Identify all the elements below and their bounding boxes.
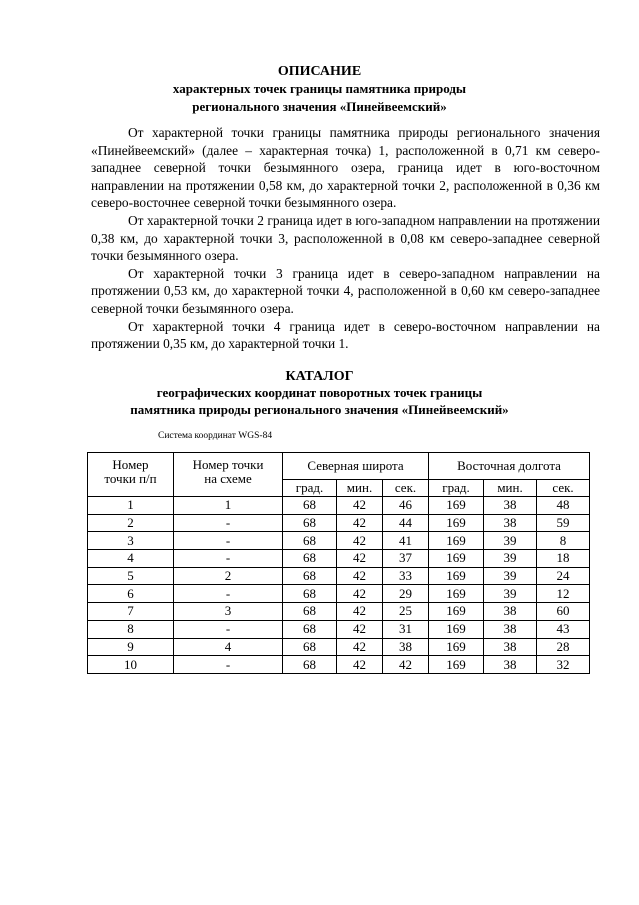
table-row — [88, 620, 590, 638]
description-paragraph: От характерной точки границы памятника природы регионального значения «Пинейвеемский» (далее – характерная точка) 1, расположенной в 0,71 км северо-западнее северной точки безымянного озера, граница идет в юго-восточном направлении на протяжении 0,58 км, до характерной точки 2, расположенной в 0,36 км северо-восточнее северной точки безымянного озера. — [91, 125, 600, 211]
cell-lat-sec: 42 — [383, 656, 429, 674]
cell-lon-deg: 169 — [429, 656, 484, 674]
cell-point-number: 1 — [88, 497, 174, 515]
header-scheme-number — [174, 453, 283, 497]
cell-lat-deg: 68 — [283, 567, 337, 585]
table-row — [88, 550, 590, 568]
cell-lon-min: 38 — [484, 656, 537, 674]
description-subtitle-line1: характерных точек границы памятника природы — [172, 81, 467, 96]
cell-lat-min: 42 — [337, 656, 383, 674]
cell-scheme-number: - — [174, 585, 283, 603]
cell-lat-min: 42 — [337, 620, 383, 638]
cell-scheme-number: - — [174, 514, 283, 532]
cell-lat-sec: 25 — [383, 603, 429, 621]
cell-lon-min: 39 — [484, 532, 537, 550]
header-east-longitude: Восточная долгота — [429, 453, 590, 480]
table-row — [88, 638, 590, 656]
header-point-number-line1: Номер — [112, 457, 149, 472]
cell-scheme-number: 4 — [174, 638, 283, 656]
cell-point-number: 5 — [88, 567, 174, 585]
cell-lon-min: 38 — [484, 603, 537, 621]
cell-lat-deg: 68 — [283, 603, 337, 621]
header-lon-min: мин. — [484, 480, 537, 497]
cell-lat-min: 42 — [337, 497, 383, 515]
cell-lon-sec: 43 — [537, 620, 590, 638]
header-lat-sec: сек. — [383, 480, 429, 497]
cell-lon-deg: 169 — [429, 514, 484, 532]
catalog-subtitle-line1: географических координат поворотных точек границы — [156, 385, 483, 400]
cell-lat-sec: 38 — [383, 638, 429, 656]
header-lon-sec: сек. — [537, 480, 590, 497]
cell-lat-sec: 37 — [383, 550, 429, 568]
cell-lat-deg: 68 — [283, 550, 337, 568]
description-subtitle-line2: регионального значения «Пинейвеемский» — [192, 99, 447, 114]
cell-lon-sec: 12 — [537, 585, 590, 603]
cell-lat-deg: 68 — [283, 620, 337, 638]
cell-lon-deg: 169 — [429, 603, 484, 621]
cell-lat-deg: 68 — [283, 514, 337, 532]
cell-lat-deg: 68 — [283, 532, 337, 550]
table-row — [88, 585, 590, 603]
cell-point-number: 3 — [88, 532, 174, 550]
description-paragraph: От характерной точки 4 граница идет в северо-восточном направлении на протяжении 0,35 км, до характерной точки 1. — [91, 318, 600, 352]
cell-lon-deg: 169 — [429, 638, 484, 656]
header-lat-min: мин. — [337, 480, 383, 497]
cell-lon-deg: 169 — [429, 585, 484, 603]
cell-lon-sec: 8 — [537, 532, 590, 550]
cell-lon-min: 38 — [484, 514, 537, 532]
cell-lat-sec: 44 — [383, 514, 429, 532]
header-point-number-line2: точки п/п — [104, 471, 157, 486]
description-paragraph: От характерной точки 3 граница идет в северо-западном направлении на протяжении 0,53 км, до характерной точки 4, расположенной в 0,60 км северо-западнее северной точки безымянного озера. — [91, 265, 600, 316]
table-row — [88, 567, 590, 585]
cell-lon-deg: 169 — [429, 567, 484, 585]
table-row — [88, 514, 590, 532]
cell-lon-sec: 18 — [537, 550, 590, 568]
cell-lon-sec: 60 — [537, 603, 590, 621]
table-row — [88, 656, 590, 674]
cell-scheme-number: - — [174, 532, 283, 550]
cell-point-number: 8 — [88, 620, 174, 638]
cell-lon-sec: 24 — [537, 567, 590, 585]
table-row — [88, 497, 590, 515]
cell-lon-min: 39 — [484, 550, 537, 568]
description-title: ОПИСАНИЕ — [277, 64, 362, 79]
cell-scheme-number: 1 — [174, 497, 283, 515]
cell-lat-sec: 31 — [383, 620, 429, 638]
cell-point-number: 10 — [88, 656, 174, 674]
cell-point-number: 2 — [88, 514, 174, 532]
cell-scheme-number: - — [174, 620, 283, 638]
coordinates-table — [87, 452, 590, 674]
cell-point-number: 4 — [88, 550, 174, 568]
cell-lat-deg: 68 — [283, 638, 337, 656]
header-point-number — [88, 453, 174, 497]
coordinate-system-label: Система координат WGS-84 — [158, 431, 273, 441]
cell-lon-sec: 48 — [537, 497, 590, 515]
cell-lon-min: 39 — [484, 567, 537, 585]
description-body — [91, 124, 600, 353]
cell-lat-min: 42 — [337, 638, 383, 656]
cell-lat-sec: 41 — [383, 532, 429, 550]
cell-point-number: 7 — [88, 603, 174, 621]
cell-lat-min: 42 — [337, 514, 383, 532]
cell-lat-min: 42 — [337, 585, 383, 603]
cell-point-number: 6 — [88, 585, 174, 603]
cell-lon-deg: 169 — [429, 620, 484, 638]
catalog-title: КАТАЛОГ — [285, 369, 354, 384]
cell-lat-min: 42 — [337, 532, 383, 550]
cell-lon-deg: 169 — [429, 497, 484, 515]
cell-lon-min: 39 — [484, 585, 537, 603]
cell-scheme-number: 2 — [174, 567, 283, 585]
header-scheme-number-line2: на схеме — [204, 471, 252, 486]
cell-lat-deg: 68 — [283, 585, 337, 603]
cell-lat-min: 42 — [337, 550, 383, 568]
header-scheme-number-line1: Номер точки — [192, 457, 264, 472]
header-north-latitude: Северная широта — [283, 453, 429, 480]
cell-lat-deg: 68 — [283, 497, 337, 515]
cell-lon-min: 38 — [484, 620, 537, 638]
catalog-subtitle-line2: памятника природы регионального значения «Пинейвеемский» — [130, 402, 509, 417]
table-row — [88, 603, 590, 621]
cell-lon-deg: 169 — [429, 532, 484, 550]
cell-lon-sec: 28 — [537, 638, 590, 656]
cell-scheme-number: - — [174, 656, 283, 674]
cell-lon-sec: 32 — [537, 656, 590, 674]
cell-lat-sec: 33 — [383, 567, 429, 585]
cell-lat-sec: 46 — [383, 497, 429, 515]
cell-lat-sec: 29 — [383, 585, 429, 603]
description-paragraph: От характерной точки 2 граница идет в юго-западном направлении на протяжении 0,38 км, до характерной точки 3, расположенной в 0,08 км северо-западнее северной точки безымянного озера. — [91, 212, 600, 264]
cell-scheme-number: - — [174, 550, 283, 568]
cell-lon-sec: 59 — [537, 514, 590, 532]
cell-point-number: 9 — [88, 638, 174, 656]
cell-lat-min: 42 — [337, 603, 383, 621]
cell-scheme-number: 3 — [174, 603, 283, 621]
cell-lon-min: 38 — [484, 638, 537, 656]
cell-lat-deg: 68 — [283, 656, 337, 674]
cell-lon-min: 38 — [484, 497, 537, 515]
table-row — [88, 532, 590, 550]
cell-lon-deg: 169 — [429, 550, 484, 568]
header-lon-deg: град. — [429, 480, 484, 497]
cell-lat-min: 42 — [337, 567, 383, 585]
header-lat-deg: град. — [283, 480, 337, 497]
